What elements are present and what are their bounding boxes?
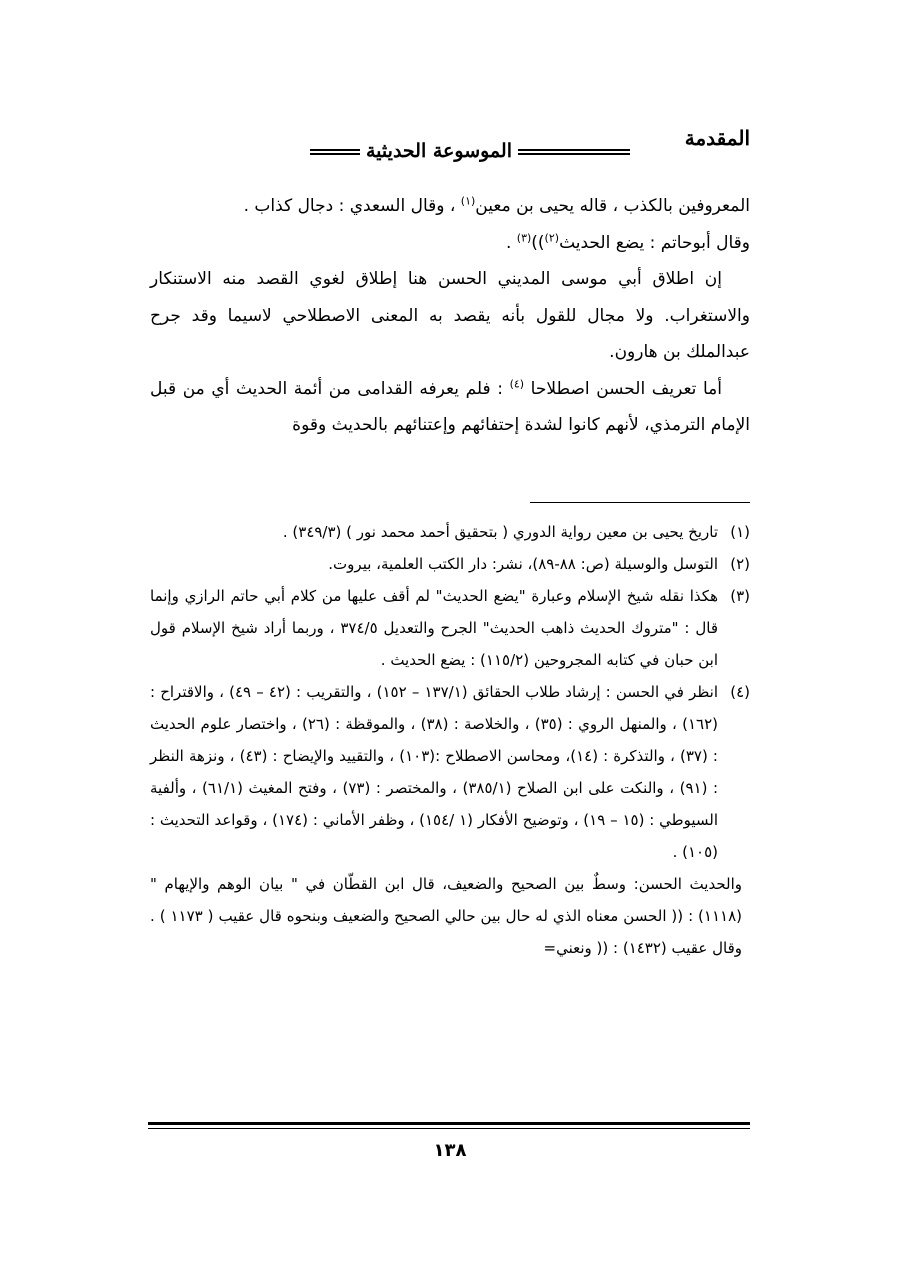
- footnote-2: [150, 548, 750, 580]
- body-paragraph-2: [150, 225, 750, 262]
- footnote-1: [150, 516, 750, 548]
- footnote-ref-2[interactable]: (٢): [544, 230, 560, 244]
- page-number: ١٣٨: [433, 1140, 467, 1161]
- footnote-ref-4[interactable]: (٤): [509, 376, 525, 390]
- body-text: [150, 188, 750, 444]
- footnote-number: (٤): [730, 683, 750, 701]
- footnote-ref-3[interactable]: (٣): [516, 230, 532, 244]
- footnote-text: انظر في الحسن : إرشاد طلاب الحقائق (١٣٧/١ – ١٥٢) ، والتقريب : (٤٢ – ٤٩) ، والاقتراح : (١٦٢) ، والمنهل الروي : (٣٥) ، والخلاصة : (٣٨) ، والموقظة : (٢٦) ، واختصار علوم الحديث : (٣٧) ، والتذكرة : (١٤)، ومحاسن الاصطلاح :(١٠٣) ، والتقييد والإيضاح : (٤٣) ، ونزهة النظر : (٩١) ، والنكت على ابن الصلاح (٣٨٥/١) ، والمختصر : (٧٣) ، وفتح المغيث (٦١/١) ، وألفية السيوطي : (١٥ – ١٩) ، وتوضيح الأفكار (١ /١٥٤) ، وظفر الأماني : (١٧٤) ، وقواعد التحديث : (١٠٥) .: [150, 683, 718, 861]
- section-title: المقدمة: [684, 126, 750, 150]
- footnote-ref-1[interactable]: (١): [460, 194, 476, 208]
- body-text-run: المعروفين بالكذب ، قاله يحيى بن معين: [475, 196, 750, 216]
- footnotes: [150, 516, 750, 964]
- footnote-separator: [530, 502, 750, 503]
- running-header: [148, 118, 750, 168]
- body-text-run: .: [505, 232, 517, 253]
- book-title: الموسوعة الحديثية: [366, 140, 512, 162]
- bottom-rule: [148, 1122, 750, 1129]
- footnote-continuation: والحديث الحسن: وسطٌ بين الصحيح والضعيف، قال ابن القطّان في " بيان الوهم والإيهام " (١١١٨) : (( الحسن معناه الذي له حال بين حالي الصحيح والضعيف وبنحوه قال عقيب ( ١١٧٣ ) . وقال عقيب (١٤٣٢) : (( ونعني=: [150, 875, 743, 957]
- footnote-3: [150, 580, 750, 676]
- footnote-number: (٣): [730, 587, 750, 605]
- body-paragraph-3: إن اطلاق أبي موسى المديني الحسن هنا إطلاق لغوي القصد منه الاستنكار والاستغراب. ولا مجال للقول بأنه يقصد به المعنى الاصطلاحي لاسيما وقد جرح عبدالملك بن هارون.: [150, 269, 750, 362]
- body-text-run: : فلم يعرفه القدامى من أئمة الحديث أي من قبل الإمام الترمذي، لأنهم كانوا لشدة إحتفائهم وإعتنائهم بالحديث وقوة: [150, 378, 750, 435]
- body-text-run: )): [531, 232, 545, 253]
- footnote-text: تاريخ يحيى بن معين رواية الدوري ( بتحقيق أحمد محمد نور ) (٣٤٩/٣) .: [282, 523, 718, 541]
- body-paragraph-1: [150, 188, 750, 225]
- footnote-text: التوسل والوسيلة (ص: ٨٨-٨٩)، نشر: دار الكتب العلمية، بيروت.: [328, 555, 718, 573]
- footnote-number: (٢): [730, 555, 750, 573]
- header-rule-right: [310, 149, 360, 155]
- footnote-number: (١): [730, 523, 750, 541]
- header-rule-left: [518, 149, 630, 155]
- body-text-run: ، وقال السعدي : دجال كذاب .: [243, 196, 461, 216]
- footnote-text: هكذا نقله شيخ الإسلام وعبارة "يضع الحديث" لم أقف عليها من كلام أبي حاتم الرازي وإنما قال : "متروك الحديث ذاهب الحديث" الجرح والتعديل ٣٧٤/٥ ، وربما أراد شيخ الإسلام قول ابن حبان في كتابه المجروحين (١١٥/٢) : يضع الحديث .: [150, 587, 718, 669]
- body-text-run: وقال أبوحاتم : يضع الحديث: [559, 232, 750, 253]
- body-paragraph-4: [150, 371, 750, 444]
- footnote-4: [150, 676, 750, 868]
- body-text-run: أما تعريف الحسن اصطلاحا: [524, 378, 723, 399]
